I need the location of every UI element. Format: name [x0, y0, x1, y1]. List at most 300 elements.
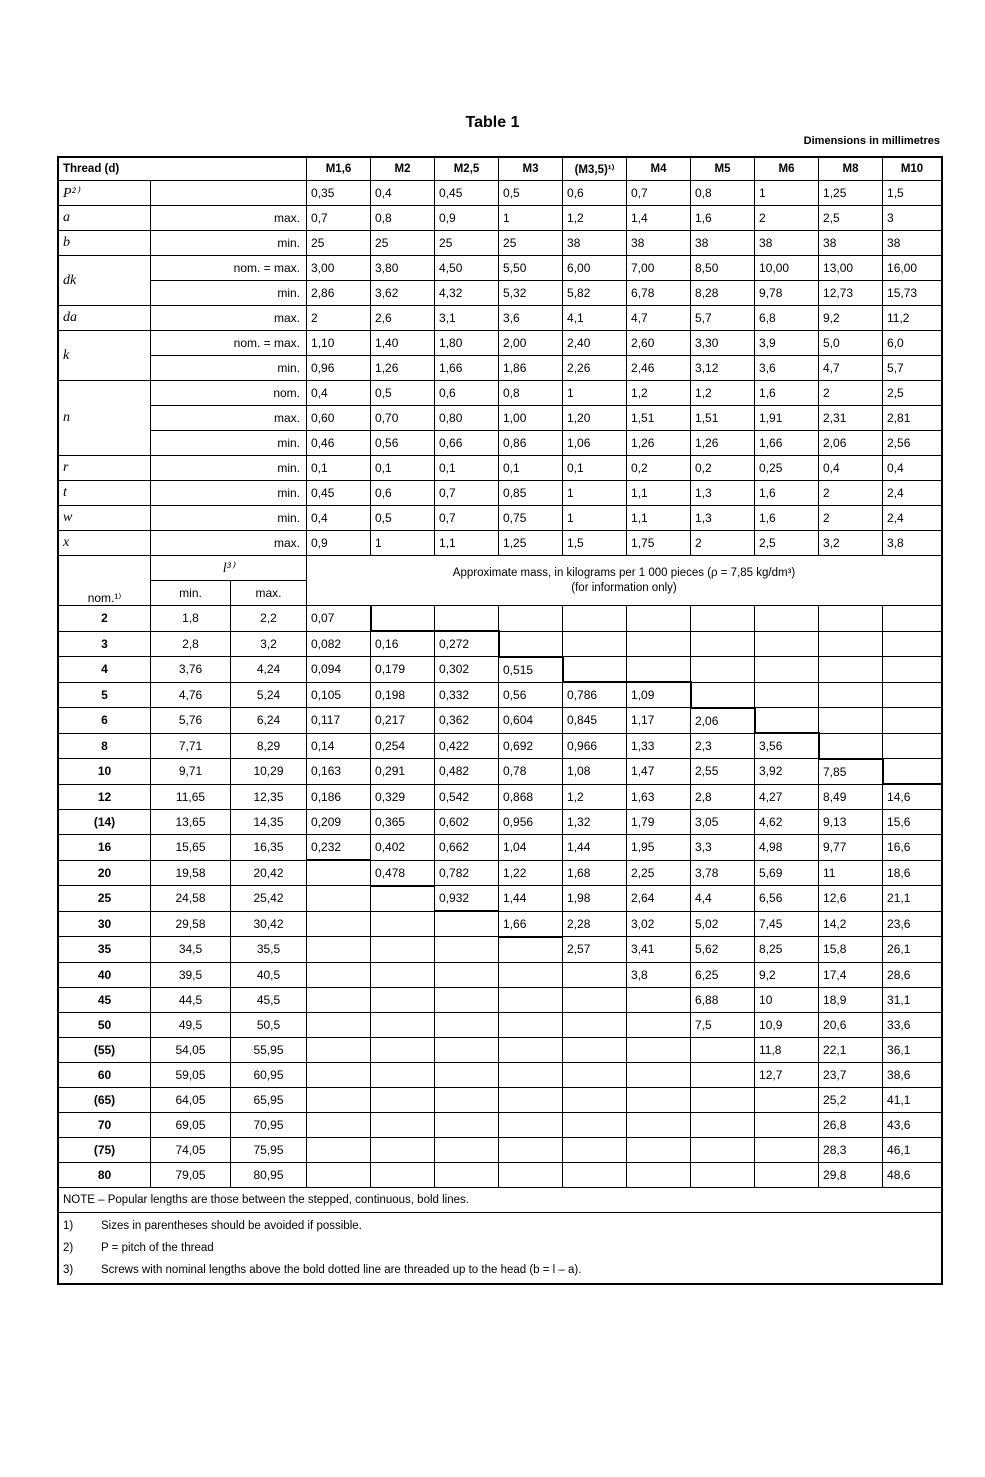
value-cell: 1,06	[563, 431, 627, 456]
mass-header	[307, 556, 942, 606]
mass-value	[819, 631, 883, 657]
value-cell: 1,1	[435, 531, 499, 556]
dimension-row	[59, 281, 942, 306]
value-cell: 1,66	[755, 431, 819, 456]
mass-value: 1,44	[563, 835, 627, 861]
mass-value	[627, 1162, 691, 1187]
value-cell: 0,5	[371, 506, 435, 531]
mass-value: 0,117	[307, 708, 371, 734]
mass-value	[307, 1087, 371, 1112]
mass-value	[499, 987, 563, 1012]
mass-value	[499, 937, 563, 963]
mass-value: 1,68	[563, 860, 627, 886]
value-cell: 2	[307, 306, 371, 331]
mass-value: 0,966	[563, 733, 627, 759]
mass-value: 14,2	[819, 911, 883, 937]
mass-value: 0,365	[371, 810, 435, 835]
mass-value	[435, 1037, 499, 1062]
value-cell: 1,2	[691, 381, 755, 406]
max-length: 6,24	[231, 708, 307, 734]
min-length: 15,65	[151, 835, 231, 861]
value-cell: 7,00	[627, 256, 691, 281]
max-length: 60,95	[231, 1062, 307, 1087]
mass-value	[435, 962, 499, 987]
mass-value: 21,1	[883, 886, 942, 912]
value-cell: 1,6	[691, 206, 755, 231]
length-row	[59, 1162, 942, 1187]
nominal-length: 80	[59, 1162, 151, 1187]
mass-value	[819, 708, 883, 734]
min-length: 59,05	[151, 1062, 231, 1087]
footnote	[63, 1215, 941, 1237]
value-cell: 0,6	[435, 381, 499, 406]
mass-value: 0,291	[371, 759, 435, 785]
mass-value	[563, 1137, 627, 1162]
value-cell: 1,6	[755, 381, 819, 406]
mass-value	[883, 759, 942, 785]
mass-value	[883, 733, 942, 759]
value-cell: 4,7	[819, 356, 883, 381]
value-cell: 1,51	[627, 406, 691, 431]
mass-value: 0,232	[307, 835, 371, 861]
nominal-length: 30	[59, 911, 151, 937]
value-cell: 9,78	[755, 281, 819, 306]
mass-value: 3,56	[755, 733, 819, 759]
value-cell: 0,80	[435, 406, 499, 431]
value-cell: 0,4	[371, 181, 435, 206]
mass-value: 7,45	[755, 911, 819, 937]
mass-value	[371, 606, 435, 632]
value-cell: 5,50	[499, 256, 563, 281]
mass-value: 7,5	[691, 1012, 755, 1037]
min-length: 29,58	[151, 911, 231, 937]
value-cell: 1,3	[691, 506, 755, 531]
value-cell: 8,28	[691, 281, 755, 306]
value-cell: 2,40	[563, 331, 627, 356]
mass-value: 1,63	[627, 784, 691, 810]
nominal-length: 5	[59, 682, 151, 708]
value-cell: 2,26	[563, 356, 627, 381]
value-cell: 1,00	[499, 406, 563, 431]
value-cell: 1,25	[499, 531, 563, 556]
min-length: 69,05	[151, 1112, 231, 1137]
mass-value	[691, 1112, 755, 1137]
mass-value: 1,08	[563, 759, 627, 785]
value-cell: 0,2	[627, 456, 691, 481]
mass-value	[819, 682, 883, 708]
mass-value	[371, 1037, 435, 1062]
mass-value	[563, 987, 627, 1012]
table-note: NOTE – Popular lengths are those between the stepped, continuous, bold lines.	[59, 1187, 942, 1212]
value-cell: 3,00	[307, 256, 371, 281]
mass-value	[755, 606, 819, 632]
max-length: 16,35	[231, 835, 307, 861]
value-cell: 1,91	[755, 406, 819, 431]
mass-value: 0,602	[435, 810, 499, 835]
value-cell: 3,6	[499, 306, 563, 331]
value-cell: 4,7	[627, 306, 691, 331]
max-length: 20,42	[231, 860, 307, 886]
mass-value: 3,92	[755, 759, 819, 785]
value-cell: 2,06	[819, 431, 883, 456]
mass-value: 3,8	[627, 962, 691, 987]
dimension-row	[59, 531, 942, 556]
nominal-length: 70	[59, 1112, 151, 1137]
mass-value	[499, 1162, 563, 1187]
mass-value	[563, 631, 627, 657]
mass-value: 26,1	[883, 937, 942, 963]
value-cell: 1	[563, 381, 627, 406]
limit-cell	[151, 531, 307, 556]
mass-value	[371, 1112, 435, 1137]
mass-value: 1,32	[563, 810, 627, 835]
value-cell: 2,46	[627, 356, 691, 381]
value-cell: 4,50	[435, 256, 499, 281]
limit-label: max.	[274, 211, 301, 225]
min-length: 2,8	[151, 631, 231, 657]
mass-value: 22,1	[819, 1037, 883, 1062]
mass-value	[755, 1162, 819, 1187]
mass-value: 4,62	[755, 810, 819, 835]
mass-value	[755, 1137, 819, 1162]
value-cell: 2,86	[307, 281, 371, 306]
mass-value: 0,786	[563, 682, 627, 708]
nominal-length-header: nom.¹⁾	[59, 556, 151, 606]
mass-value: 5,62	[691, 937, 755, 963]
size-header: M3	[499, 158, 563, 181]
mass-value: 0,254	[371, 733, 435, 759]
mass-value: 0,14	[307, 733, 371, 759]
length-row	[59, 1062, 942, 1087]
limit-cell	[151, 181, 307, 206]
mass-value: 29,8	[819, 1162, 883, 1187]
length-row	[59, 911, 942, 937]
header-row	[59, 158, 942, 181]
value-cell: 0,1	[307, 456, 371, 481]
limit-label: max.	[274, 536, 301, 550]
mass-value	[627, 987, 691, 1012]
dimension-row	[59, 431, 942, 456]
mass-value: 4,27	[755, 784, 819, 810]
mass-value	[819, 606, 883, 632]
value-cell: 16,00	[883, 256, 942, 281]
size-header: M2	[371, 158, 435, 181]
length-row	[59, 682, 942, 708]
max-length: 45,5	[231, 987, 307, 1012]
mass-value: 0,845	[563, 708, 627, 734]
value-cell: 0,56	[371, 431, 435, 456]
dimension-row	[59, 331, 942, 356]
value-cell: 38	[883, 231, 942, 256]
mass-value: 20,6	[819, 1012, 883, 1037]
length-row	[59, 1012, 942, 1037]
value-cell: 2,60	[627, 331, 691, 356]
limit-cell	[151, 306, 307, 331]
mass-value: 17,4	[819, 962, 883, 987]
mass-value: 48,6	[883, 1162, 942, 1187]
mass-value	[371, 886, 435, 912]
max-length: 12,35	[231, 784, 307, 810]
symbol-cell: P²⁾	[59, 181, 151, 206]
mass-value	[371, 1062, 435, 1087]
value-cell: 5,32	[499, 281, 563, 306]
mass-value: 3,41	[627, 937, 691, 963]
mass-value: 28,6	[883, 962, 942, 987]
mass-value	[499, 962, 563, 987]
value-cell: 3,1	[435, 306, 499, 331]
dimension-row	[59, 181, 942, 206]
value-cell: 0,7	[627, 181, 691, 206]
nominal-length: 45	[59, 987, 151, 1012]
min-length: 11,65	[151, 784, 231, 810]
mass-value	[435, 987, 499, 1012]
mass-value	[755, 657, 819, 683]
min-length: 3,76	[151, 657, 231, 683]
mass-value: 0,186	[307, 784, 371, 810]
length-row	[59, 810, 942, 835]
mass-value	[435, 1137, 499, 1162]
nominal-length: 50	[59, 1012, 151, 1037]
dimension-row	[59, 231, 942, 256]
mass-value	[499, 1012, 563, 1037]
mass-value: 23,7	[819, 1062, 883, 1087]
mass-value	[371, 1137, 435, 1162]
value-cell: 1,86	[499, 356, 563, 381]
max-length: 14,35	[231, 810, 307, 835]
limit-cell	[151, 356, 307, 381]
nominal-length: 8	[59, 733, 151, 759]
mass-value: 9,77	[819, 835, 883, 861]
value-cell: 11,2	[883, 306, 942, 331]
nominal-length: 20	[59, 860, 151, 886]
value-cell: 1,2	[627, 381, 691, 406]
mass-value: 6,88	[691, 987, 755, 1012]
value-cell: 0,9	[307, 531, 371, 556]
mass-value: 0,422	[435, 733, 499, 759]
value-cell: 2,6	[371, 306, 435, 331]
mass-value: 9,2	[755, 962, 819, 987]
length-row	[59, 886, 942, 912]
limit-label: nom.	[273, 386, 301, 400]
length-row	[59, 962, 942, 987]
mass-value: 1,47	[627, 759, 691, 785]
mass-value	[819, 733, 883, 759]
limit-cell	[151, 406, 307, 431]
mass-value	[563, 1162, 627, 1187]
mass-value: 6,25	[691, 962, 755, 987]
mass-value: 1,17	[627, 708, 691, 734]
symbol-cell: r	[59, 456, 151, 481]
value-cell: 1,5	[883, 181, 942, 206]
value-cell: 1,10	[307, 331, 371, 356]
value-cell: 13,00	[819, 256, 883, 281]
value-cell: 0,66	[435, 431, 499, 456]
value-cell: 25	[435, 231, 499, 256]
mass-value	[499, 1087, 563, 1112]
mass-value	[435, 1087, 499, 1112]
max-length: 8,29	[231, 733, 307, 759]
symbol-cell: x	[59, 531, 151, 556]
mass-value: 31,1	[883, 987, 942, 1012]
value-cell: 0,1	[371, 456, 435, 481]
mass-value	[563, 657, 627, 683]
mass-value	[307, 962, 371, 987]
mass-value: 1,98	[563, 886, 627, 912]
limit-label: max.	[274, 411, 301, 425]
value-cell: 38	[755, 231, 819, 256]
value-cell: 3,30	[691, 331, 755, 356]
nominal-length: 2	[59, 606, 151, 632]
mass-value: 33,6	[883, 1012, 942, 1037]
value-cell: 0,4	[819, 456, 883, 481]
min-length: 1,8	[151, 606, 231, 632]
mass-value: 3,02	[627, 911, 691, 937]
symbol-cell: t	[59, 481, 151, 506]
value-cell: 1,6	[755, 481, 819, 506]
min-length: 34,5	[151, 937, 231, 963]
mass-value	[563, 1012, 627, 1037]
mass-value	[691, 1162, 755, 1187]
length-row	[59, 835, 942, 861]
value-cell: 6,0	[883, 331, 942, 356]
value-cell: 1,66	[435, 356, 499, 381]
size-header: M10	[883, 158, 942, 181]
value-cell: 4,32	[435, 281, 499, 306]
max-length: 65,95	[231, 1087, 307, 1112]
length-row	[59, 784, 942, 810]
limit-label: min.	[277, 361, 301, 375]
symbol-cell: n	[59, 381, 151, 456]
nominal-length: (55)	[59, 1037, 151, 1062]
value-cell: 1,1	[627, 506, 691, 531]
mass-value: 0,332	[435, 682, 499, 708]
mass-value: 0,782	[435, 860, 499, 886]
mass-value	[691, 657, 755, 683]
min-length: 24,58	[151, 886, 231, 912]
length-row	[59, 759, 942, 785]
footnote-number: 1)	[63, 1219, 74, 1232]
limit-cell	[151, 256, 307, 281]
mass-value	[371, 987, 435, 1012]
mass-value: 15,6	[883, 810, 942, 835]
value-cell: 25	[499, 231, 563, 256]
max-length: 5,24	[231, 682, 307, 708]
value-cell: 6,78	[627, 281, 691, 306]
mass-value: 0,932	[435, 886, 499, 912]
min-length: 19,58	[151, 860, 231, 886]
nominal-length: 4	[59, 657, 151, 683]
mass-value	[627, 1112, 691, 1137]
mass-header-line: Approximate mass, in kilograms per 1 000 pieces (ρ = 7,85 kg/dm³)	[452, 566, 796, 579]
mass-value: 1,66	[499, 911, 563, 937]
value-cell: 0,2	[691, 456, 755, 481]
mass-value	[499, 631, 563, 657]
value-cell: 0,8	[691, 181, 755, 206]
mass-value: 1,33	[627, 733, 691, 759]
dimension-row	[59, 306, 942, 331]
mass-value: 8,25	[755, 937, 819, 963]
min-header: min.	[151, 581, 231, 606]
mass-value: 0,16	[371, 631, 435, 657]
value-cell: 3	[883, 206, 942, 231]
value-cell: 1	[499, 206, 563, 231]
mass-value: 5,69	[755, 860, 819, 886]
mass-value: 2,8	[691, 784, 755, 810]
value-cell: 0,7	[435, 481, 499, 506]
nominal-length: 10	[59, 759, 151, 785]
min-length: 79,05	[151, 1162, 231, 1187]
units-caption: Dimensions in millimetres	[803, 135, 940, 147]
mass-value: 0,082	[307, 631, 371, 657]
max-length: 35,5	[231, 937, 307, 963]
value-cell: 5,0	[819, 331, 883, 356]
mass-value	[499, 1112, 563, 1137]
max-length: 3,2	[231, 631, 307, 657]
value-cell: 0,7	[307, 206, 371, 231]
footnote-row	[59, 1212, 942, 1283]
mass-value: 2,28	[563, 911, 627, 937]
value-cell: 0,5	[371, 381, 435, 406]
mass-value: 2,55	[691, 759, 755, 785]
value-cell: 5,7	[883, 356, 942, 381]
length-row	[59, 657, 942, 683]
mass-value	[563, 606, 627, 632]
dimension-row	[59, 206, 942, 231]
limit-label: min.	[277, 511, 301, 525]
length-row	[59, 606, 942, 632]
value-cell: 1,26	[627, 431, 691, 456]
min-length: 4,76	[151, 682, 231, 708]
mass-value: 0,482	[435, 759, 499, 785]
value-cell: 0,5	[499, 181, 563, 206]
dimension-row	[59, 381, 942, 406]
mass-value	[435, 1112, 499, 1137]
value-cell: 1,40	[371, 331, 435, 356]
mass-value: 0,78	[499, 759, 563, 785]
size-header: M8	[819, 158, 883, 181]
mass-value	[563, 1087, 627, 1112]
mass-value	[627, 631, 691, 657]
min-length: 44,5	[151, 987, 231, 1012]
limit-cell	[151, 431, 307, 456]
table-title: Table 1	[465, 114, 520, 131]
mass-value: 18,6	[883, 860, 942, 886]
mass-value: 1,44	[499, 886, 563, 912]
length-row	[59, 631, 942, 657]
mass-value: 0,515	[499, 657, 563, 683]
length-row	[59, 708, 942, 734]
value-cell: 10,00	[755, 256, 819, 281]
value-cell: 2	[819, 481, 883, 506]
length-row	[59, 987, 942, 1012]
dimension-row	[59, 406, 942, 431]
value-cell: 1,26	[371, 356, 435, 381]
symbol-cell: dk	[59, 256, 151, 306]
mass-value	[499, 1062, 563, 1087]
min-length: 5,76	[151, 708, 231, 734]
mass-value	[627, 1062, 691, 1087]
mass-value: 3,05	[691, 810, 755, 835]
mass-value: 0,329	[371, 784, 435, 810]
mass-value: 10	[755, 987, 819, 1012]
mass-value	[627, 1137, 691, 1162]
value-cell: 1,5	[563, 531, 627, 556]
value-cell: 1	[563, 506, 627, 531]
size-header: M2,5	[435, 158, 499, 181]
symbol-cell: k	[59, 331, 151, 381]
value-cell: 1	[371, 531, 435, 556]
mass-value: 2,64	[627, 886, 691, 912]
